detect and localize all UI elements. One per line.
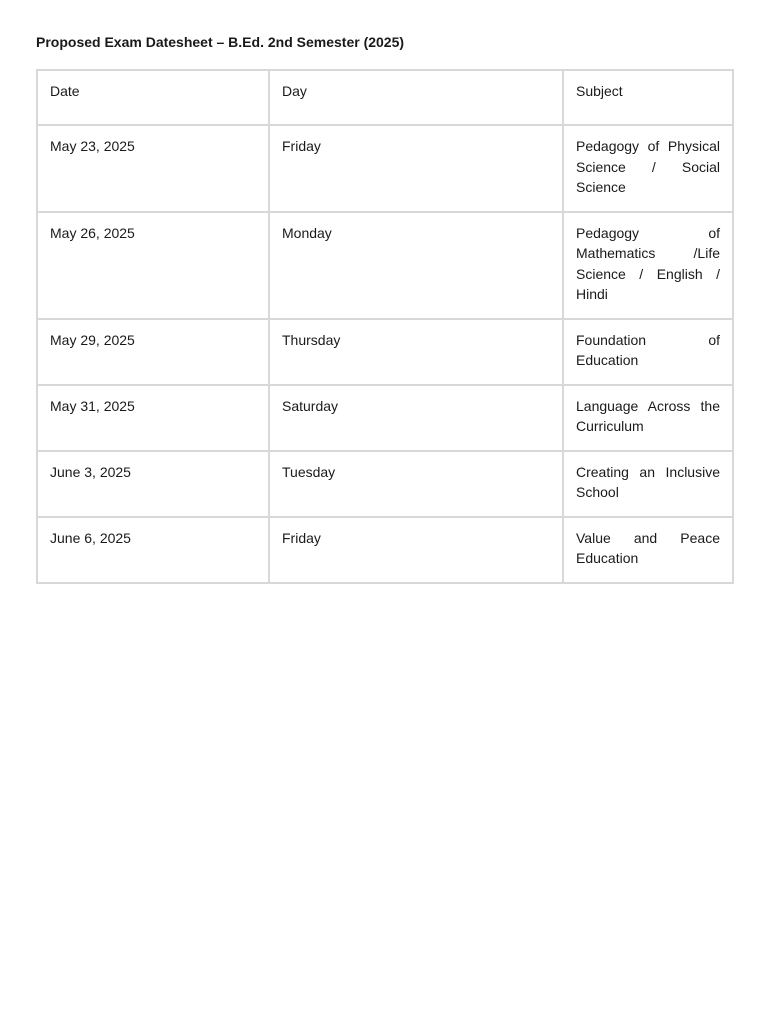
- date-cell: May 26, 2025: [37, 212, 269, 319]
- subject-cell: Creating an Inclusive School: [563, 451, 733, 517]
- date-cell: May 29, 2025: [37, 319, 269, 385]
- exam-datesheet-table: [36, 69, 734, 584]
- document-page: [36, 32, 732, 584]
- column-header-subject: Subject: [563, 70, 733, 125]
- table-row: [37, 451, 733, 517]
- day-cell: Thursday: [269, 319, 563, 385]
- date-cell: May 23, 2025: [37, 125, 269, 212]
- day-cell: Friday: [269, 125, 563, 212]
- date-cell: June 6, 2025: [37, 517, 269, 583]
- subject-cell: Foundation of Education: [563, 319, 733, 385]
- day-cell: Tuesday: [269, 451, 563, 517]
- table-row: [37, 319, 733, 385]
- column-header-day: Day: [269, 70, 563, 125]
- subject-cell: Pedagogy of Physical Science / Social Science: [563, 125, 733, 212]
- day-cell: Friday: [269, 517, 563, 583]
- table-row: [37, 517, 733, 583]
- table-header-row: [37, 70, 733, 125]
- column-header-date: Date: [37, 70, 269, 125]
- day-cell: Saturday: [269, 385, 563, 451]
- table-row: [37, 125, 733, 212]
- subject-cell: Value and Peace Education: [563, 517, 733, 583]
- date-cell: May 31, 2025: [37, 385, 269, 451]
- table-row: [37, 212, 733, 319]
- page-title: Proposed Exam Datesheet – B.Ed. 2nd Semester (2025): [36, 34, 405, 50]
- day-cell: Monday: [269, 212, 563, 319]
- subject-cell: Pedagogy of Mathematics /Life Science / English / Hindi: [563, 212, 733, 319]
- table-row: [37, 385, 733, 451]
- subject-cell: Language Across the Curriculum: [563, 385, 733, 451]
- date-cell: June 3, 2025: [37, 451, 269, 517]
